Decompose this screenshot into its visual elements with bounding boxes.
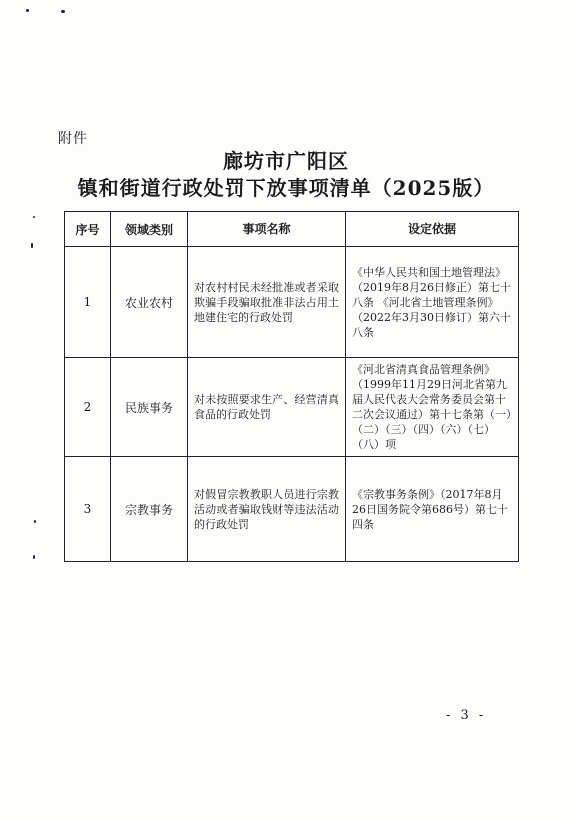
row-domain-category: 宗教事务 xyxy=(111,457,188,562)
row-serial-number: 1 xyxy=(65,247,111,358)
document-title-line2: 镇和街道行政处罚下放事项清单（2025版） xyxy=(77,176,495,200)
row-item-name: 对农村村民未经批准或者采取欺骗手段骗取批准非法占用土地建住宅的行政处罚 xyxy=(188,247,346,358)
row-legal-basis: 《河北省清真食品管理条例》（1999年11月29日河北省第九届人民代表大会常务委员会第十二次会议通过）第十七条第（一）（二）（三）（四）（六）（七）（八）项 xyxy=(346,358,519,457)
header-serial-number: 序号 xyxy=(65,212,111,247)
table-header-row xyxy=(65,212,519,247)
row-serial-number: 3 xyxy=(65,457,111,562)
penalty-items-table xyxy=(64,211,519,562)
row-serial-number: 2 xyxy=(65,358,111,457)
scan-speck xyxy=(26,9,29,12)
row-item-name: 对假冒宗教教职人员进行宗教活动或者骗取钱财等违法活动的行政处罚 xyxy=(188,457,346,562)
scan-speck xyxy=(33,555,35,559)
scan-speck xyxy=(61,10,65,13)
row-item-name: 对未按照要求生产、经营清真食品的行政处罚 xyxy=(188,358,346,457)
row-domain-category: 民族事务 xyxy=(111,358,188,457)
attachment-label: 附件 xyxy=(58,131,88,147)
row-legal-basis: 《中华人民共和国土地管理法》（2019年8月26日修正）第七十八条 《河北省土地管理条例》（2022年3月30日修订）第六十八条 xyxy=(346,247,519,358)
scan-speck xyxy=(31,243,33,248)
row-domain-category: 农业农村 xyxy=(111,247,188,358)
scan-speck xyxy=(34,520,36,523)
header-item-name: 事项名称 xyxy=(188,212,346,247)
document-title-line1: 廊坊市广阳区 xyxy=(223,149,349,173)
header-domain-category: 领域类别 xyxy=(111,212,188,247)
table-row xyxy=(65,457,519,562)
table-row xyxy=(65,358,519,457)
header-legal-basis: 设定依据 xyxy=(346,212,519,247)
scan-speck xyxy=(33,216,35,218)
row-legal-basis: 《宗教事务条例》（2017年8月26日国务院令第686号）第七十四条 xyxy=(346,457,519,562)
page-number: - 3 - xyxy=(446,708,487,723)
table-row xyxy=(65,247,519,358)
